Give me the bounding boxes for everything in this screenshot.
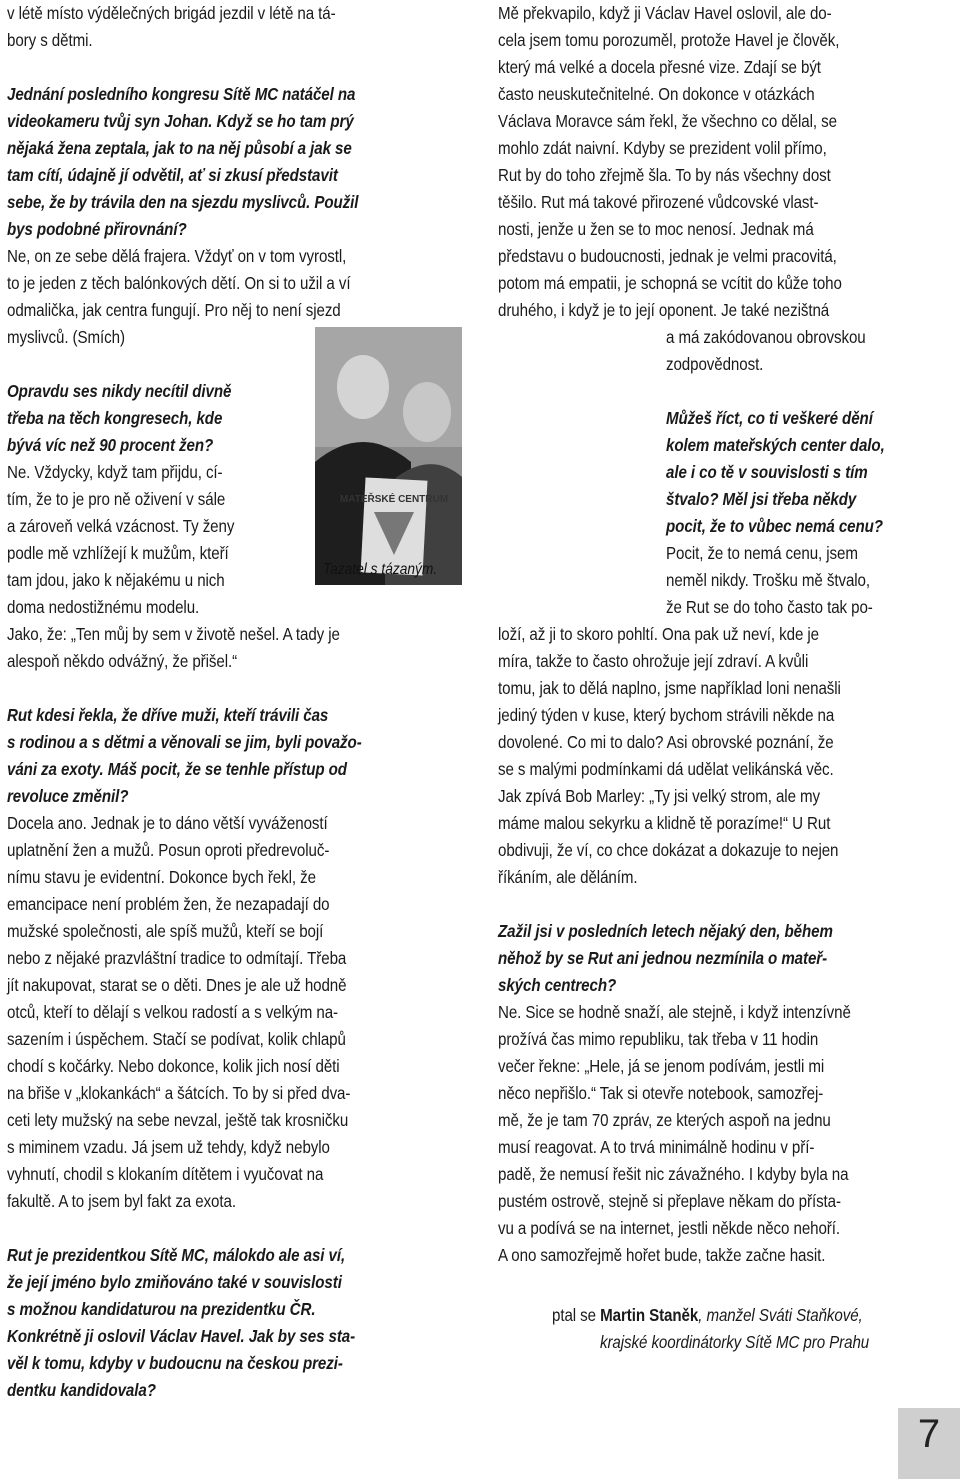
left_lines-line: podle mě vzhlížejí k mužům, kteří bbox=[7, 543, 229, 563]
page-number: 7 bbox=[917, 1412, 941, 1456]
byline-suffix: , manžel Sváti Staňkové, bbox=[698, 1305, 863, 1325]
left_lines-line: Rut kdesi řekla, že dříve muži, kteří trávili čas bbox=[7, 705, 329, 725]
left_lines-line: myslivců. (Smích) bbox=[7, 327, 125, 347]
left_lines-line: alespoň někdo odvážný, že přišel.“ bbox=[7, 651, 238, 671]
left_lines-line: a zároveň velká vzácnost. Ty ženy bbox=[7, 516, 235, 536]
left_lines-line: uplatnění žen a mužů. Posun oproti předrevoluč- bbox=[7, 840, 330, 860]
right_lines-line: jediný týden v kuse, který bychom strávili někde na bbox=[498, 705, 835, 725]
left_lines-line: sazením i úspěchem. Stačí se podívat, kolik chlapů bbox=[7, 1029, 346, 1049]
right_lines-line: padě, že nemusí řešit nic závažného. I kdyby byla na bbox=[498, 1164, 849, 1184]
left_lines-line: vyhnutí, chodil s klokaním dítětem i vyučovat na bbox=[7, 1164, 324, 1184]
right_lines-line: míra, takže to často ohrožuje její zdraví. A kvůli bbox=[498, 651, 809, 671]
page-number-box bbox=[898, 1408, 960, 1479]
right_lines-line: něhož by se Rut ani jednou nezmínila o mateř- bbox=[498, 948, 828, 968]
right_lines-line: večer řekne: „Hele, já se jenom podívám, jestli mi bbox=[498, 1056, 825, 1076]
left_lines-line: s rodinou a s dětmi a věnovali se jim, byli považo- bbox=[7, 732, 362, 752]
right_lines-line: pocit, že to vůbec nemá cenu? bbox=[666, 516, 883, 536]
left_lines-line: Opravdu ses nikdy necítil divně bbox=[7, 381, 232, 401]
left_lines-line: Docela ano. Jednak je to dáno větší vyvážeností bbox=[7, 813, 328, 833]
right_lines-line: kolem mateřských center dalo, bbox=[666, 435, 885, 455]
right_lines-line: říkáním, ale děláním. bbox=[498, 867, 638, 887]
right_lines-line: obdivuji, že ví, co chce dokázat a dokazuje to nejen bbox=[498, 840, 839, 860]
right_lines-line: který má velké a docela přesné vize. Zdají se být bbox=[498, 57, 821, 77]
right_lines-line: neměl nikdy. Trošku mě štvalo, bbox=[666, 570, 871, 590]
right_lines-line: máme malou sekyrku a klidně tě porazíme!“ U Rut bbox=[498, 813, 831, 833]
right_lines-line: pustém ostrově, stejně si přeplave někam do přísta- bbox=[498, 1191, 841, 1211]
left_lines-line: revoluce změnil? bbox=[7, 786, 129, 806]
right_lines-line: druhého, i když je to její oponent. Je také nezištná bbox=[498, 300, 830, 320]
photo-caption: Tazatel s tázaným. bbox=[323, 561, 438, 578]
left_lines-line: mužské společnosti, ale spíš mužů, kteří se bojí bbox=[7, 921, 324, 941]
byline-prefix: ptal se bbox=[552, 1305, 601, 1325]
left_lines-line: že její jméno bylo zmiňováno také v souvislosti bbox=[7, 1272, 342, 1292]
right_lines-line: Rut by do toho zřejmě šla. To by nás všechny dost bbox=[498, 165, 831, 185]
left_lines-line: ceti lety mužský na sebe nevzal, ještě tak krosničku bbox=[7, 1110, 349, 1130]
right_lines-line: Pocit, že to nemá cenu, jsem bbox=[666, 543, 858, 563]
left_lines-line: Ne. Vždycky, když tam přijdu, cí- bbox=[7, 462, 223, 482]
byline-author-name: Martin Staněk bbox=[600, 1305, 699, 1325]
left_lines-line: fakultě. A to jsem byl fakt za exota. bbox=[7, 1191, 236, 1211]
left_lines-line: otců, kteří to dělají s velkou radostí a s velkým na- bbox=[7, 1002, 338, 1022]
book-title-text: MATEŘSKÉ CENTRUM bbox=[339, 494, 449, 505]
left_lines-line: s miminem vzadu. Já jsem už tehdy, když nebylo bbox=[7, 1137, 330, 1157]
left_lines-line: Konkrétně ji oslovil Václav Havel. Jak by ses sta- bbox=[7, 1326, 356, 1346]
right_lines-line: představu o budoucnosti, jednak je velmi pracovitá, bbox=[498, 246, 837, 266]
left_lines-line: tam jdou, jako k nějakému u nich bbox=[7, 570, 225, 590]
right_lines-line: nosti, jenže u žen se to moc nenosí. Jednak má bbox=[498, 219, 814, 239]
left_lines-line: váni za exoty. Máš pocit, že se tenhle přístup od bbox=[7, 759, 347, 779]
right_lines-line: vu a podívá se na internet, jestli někde něco nehoří. bbox=[498, 1218, 840, 1238]
left_lines-line: bory s dětmi. bbox=[7, 30, 93, 50]
byline-line-2: krajské koordinátorky Sítě MC pro Prahu bbox=[600, 1332, 870, 1352]
photo-two-men bbox=[315, 327, 462, 585]
left_lines-line: sebe, že by trávila den na sjezdu myslivců. Použil bbox=[7, 192, 359, 212]
right_lines-line: mohlo zdát naivní. Kdyby se prezident volil přímo, bbox=[498, 138, 827, 158]
right_lines-line: Jak zpívá Bob Marley: „Ty jsi velký strom, ale my bbox=[498, 786, 821, 806]
left_lines-line: třeba na těch kongresech, kde bbox=[7, 408, 223, 428]
right_lines-line: něco nepřišlo.“ Tak si otevře notebook, samozřej- bbox=[498, 1083, 824, 1103]
left_lines-line: nímu stavu je evidentní. Dokonce bych řekl, že bbox=[7, 867, 316, 887]
right_lines-line: ských centrech? bbox=[498, 975, 617, 995]
right_lines-line: A ono samozřejmě hořet bude, takže začne hasit. bbox=[498, 1245, 826, 1265]
right_lines-line: zodpovědnost. bbox=[666, 354, 764, 374]
right_lines-line: prožívá čas mimo republiku, tak třeba v 11 hodin bbox=[498, 1029, 819, 1049]
left_lines-line: Ne, on ze sebe dělá frajera. Vždyť on v tom vyrostl, bbox=[7, 246, 347, 266]
right_lines-line: Zažil jsi v posledních letech nějaký den, během bbox=[498, 921, 833, 941]
left_lines-line: chodí s kočárky. Nebo dokonce, kolik jich nosí děti bbox=[7, 1056, 340, 1076]
right_lines-line: dovolené. Co mi to dalo? Asi obrovské poznání, že bbox=[498, 732, 834, 752]
right_lines-line: cela jsem tomu porozuměl, protože Havel je člověk, bbox=[498, 30, 840, 50]
right_lines-line: potom má empatii, je schopná se vcítit do kůže toho bbox=[498, 273, 842, 293]
left_lines-line: Jako, že: „Ten můj by sem v životě nešel. A tady je bbox=[7, 624, 340, 644]
byline-line-1 bbox=[552, 1302, 863, 1329]
left_lines-line: s možnou kandidaturou na prezidentku ČR. bbox=[7, 1299, 316, 1319]
left_lines-line: dentku kandidovala? bbox=[7, 1380, 156, 1400]
left_lines-line: tím, že to je pro ně oživení v sále bbox=[7, 489, 226, 509]
right_lines-line: že Rut se do toho často tak po- bbox=[666, 597, 873, 617]
left_lines-line: Jednání posledního kongresu Sítě MC natáčel na bbox=[7, 84, 356, 104]
left_lines-line: bys podobné přirovnání? bbox=[7, 219, 187, 239]
left_lines-line: v létě místo výdělečných brigád jezdil v létě na tá- bbox=[7, 3, 336, 23]
right_lines-line: tomu, jak to dělá naplno, jsme například loni nenašli bbox=[498, 678, 841, 698]
left_lines-line: věl k tomu, kdyby v budoucnu na českou prezi- bbox=[7, 1353, 343, 1373]
right_lines-line: se s malými podmínkami dá udělat velikánská věc. bbox=[498, 759, 834, 779]
left_lines-line: emancipace není problém žen, že nezapadají do bbox=[7, 894, 330, 914]
left_lines-line: jít nakupovat, starat se o děti. Dnes je ale už hodně bbox=[7, 975, 347, 995]
left_lines-line: videokameru tvůj syn Johan. Když se ho tam prý bbox=[7, 111, 354, 131]
left_lines-line: to je jeden z těch balónkových dětí. On si to užil a ví bbox=[7, 273, 351, 293]
right_lines-line: Můžeš říct, co ti veškeré dění bbox=[666, 408, 873, 428]
right_lines-line: těšilo. Rut má takové přirozené vůdcovské vlast- bbox=[498, 192, 819, 212]
left_lines-line: Rut je prezidentkou Sítě MC, málokdo ale asi ví, bbox=[7, 1245, 346, 1265]
left_lines-line: odmalička, jak centra fungují. Pro něj to není sjezd bbox=[7, 300, 341, 320]
right_lines-line: loží, až ji to skoro pohltí. Ona pak už neví, kde je bbox=[498, 624, 820, 644]
left_lines-line: bývá víc než 90 procent žen? bbox=[7, 435, 214, 455]
left_lines-line: na břiše v „klokankách“ a šátcích. To by si před dva- bbox=[7, 1083, 351, 1103]
left_lines-line: nějaká žena zeptala, jak to na něj působí a jak se bbox=[7, 138, 352, 158]
right_lines-line: Mě překvapilo, když ji Václav Havel oslovil, ale do- bbox=[498, 3, 832, 23]
right_lines-line: štvalo? Měl jsi třeba někdy bbox=[666, 489, 857, 509]
right_lines-line: často neuskutečnitelné. On dokonce v otázkách bbox=[498, 84, 815, 104]
right_lines-line: musí reagovat. A to trvá minimálně hodinu v pří- bbox=[498, 1137, 815, 1157]
photo-illustration bbox=[315, 327, 462, 585]
right_lines-line: mě, že je tam 70 zpráv, ze kterých aspoň na jednu bbox=[498, 1110, 831, 1130]
left_lines-line: nebo z nějaké prazvláštní tradice to odmítají. Třeba bbox=[7, 948, 347, 968]
right_lines-line: Václava Moravce sám řekl, že všechno co dělal, se bbox=[498, 111, 837, 131]
left_lines-line: tam cítí, údajně jí odvětil, ať si zkusí představit bbox=[7, 165, 338, 185]
right_lines-line: Ne. Sice se hodně snaží, ale stejně, i když intenzívně bbox=[498, 1002, 851, 1022]
right_lines-line: ale i co tě v souvislosti s tím bbox=[666, 462, 868, 482]
right_lines-line: a má zakódovanou obrovskou bbox=[666, 327, 866, 347]
left_lines-line: doma nedostižnému modelu. bbox=[7, 597, 200, 617]
